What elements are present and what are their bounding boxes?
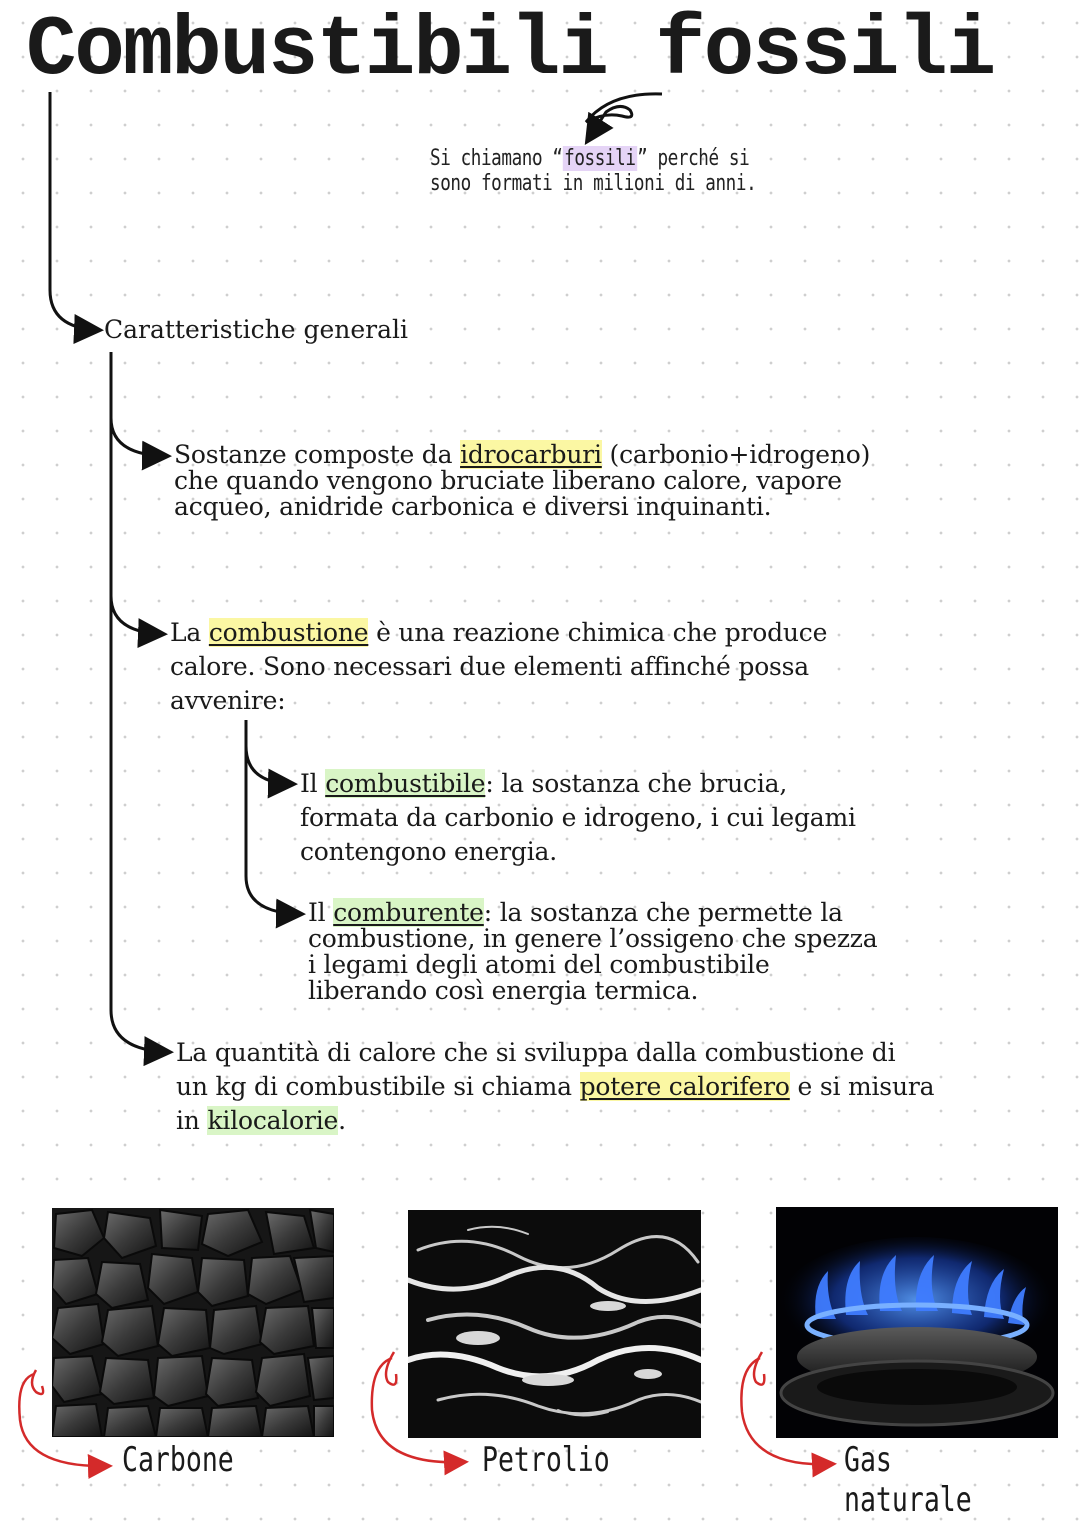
note-text-line2: sono formati in milioni di anni. — [430, 171, 757, 196]
highlight-combustibile: combustibile — [325, 769, 486, 798]
highlight-kilocalorie: kilocalorie — [207, 1106, 339, 1135]
branch-p1 — [111, 418, 166, 456]
text: (carbonio+idrogeno) — [601, 440, 871, 469]
highlight-potere-calorifero: potere calorifero — [579, 1072, 790, 1101]
section-title: Caratteristiche generali — [104, 315, 408, 344]
fossil-note — [430, 146, 756, 196]
coal-curl — [32, 1370, 43, 1394]
highlight-combustione: combustione — [208, 618, 369, 647]
text: è una reazione chimica che produce — [368, 618, 828, 647]
text: . — [338, 1106, 346, 1135]
page-title: Combustibili fossili — [26, 4, 995, 99]
text: : la sostanza che brucia, — [485, 769, 788, 798]
paragraph-hydrocarbons — [174, 442, 870, 520]
oil-illustration — [408, 1210, 701, 1438]
note-text: ” perché si — [637, 146, 750, 171]
gas-image — [776, 1207, 1058, 1438]
coal-illustration — [52, 1208, 334, 1437]
text: e si misura — [789, 1072, 935, 1101]
caption-oil: Petrolio — [482, 1440, 610, 1480]
text: un kg di combustibile si chiama — [176, 1072, 580, 1101]
branch-p3 — [246, 746, 292, 784]
text: calore. Sono necessari due elementi affinché possa — [170, 652, 810, 681]
text: combustione, in genere l’ossigeno che spezza — [308, 924, 878, 953]
section-trunk-line — [111, 352, 168, 1052]
caption-gas: Gas naturale — [844, 1440, 972, 1520]
sub-trunk-line — [246, 720, 300, 914]
paragraph-combustion — [170, 616, 827, 718]
paragraph-combustibile — [300, 767, 856, 869]
text: La quantità di calore che si sviluppa dalla combustione di — [176, 1038, 896, 1067]
highlight-comburente: comburente — [333, 898, 484, 927]
text: acqueo, anidride carbonica e diversi inquinanti. — [174, 492, 772, 521]
text: Il — [308, 898, 334, 927]
caption-coal: Carbone — [122, 1440, 234, 1480]
coal-image — [52, 1208, 334, 1437]
gas-illustration — [776, 1207, 1058, 1438]
text: Sostanze composte da — [174, 440, 461, 469]
text: i legami degli atomi del combustibile — [308, 950, 770, 979]
text: liberando così energia termica. — [308, 976, 699, 1005]
text: La — [170, 618, 209, 647]
branch-p2 — [111, 596, 162, 634]
highlight-idrocarburi: idrocarburi — [460, 440, 602, 469]
oil-curl — [386, 1352, 396, 1385]
text: : la sostanza che permette la — [483, 898, 843, 927]
trunk-line — [50, 92, 98, 330]
text: formata da carbonio e idrogeno, i cui legami — [300, 803, 856, 832]
text: avvenire: — [170, 686, 286, 715]
text: contengono energia. — [300, 837, 557, 866]
note-text: Si chiamano “ — [430, 146, 563, 171]
oil-image — [408, 1210, 701, 1438]
note-highlight: fossili — [564, 146, 636, 171]
text: in — [176, 1106, 208, 1135]
text: che quando vengono bruciate liberano calore, vapore — [174, 466, 842, 495]
paragraph-calorific-power — [176, 1036, 934, 1138]
gas-curl — [754, 1352, 764, 1385]
text: Il — [300, 769, 326, 798]
paragraph-comburente — [308, 900, 877, 1004]
